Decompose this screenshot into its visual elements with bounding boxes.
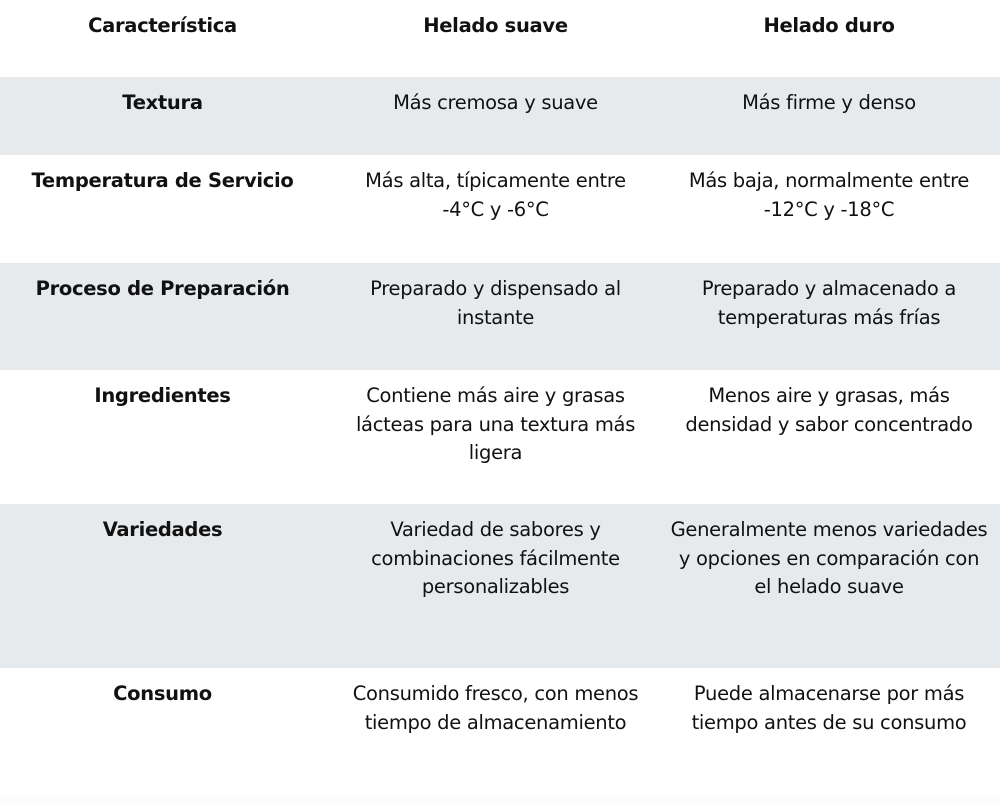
header-characteristic: Característica xyxy=(88,14,237,37)
hard-value: Más baja, normalmente entre -12°C y -18°C xyxy=(688,169,970,221)
hard-value: Puede almacenarse por más tiempo antes de su consumo xyxy=(691,682,967,734)
table-header-row xyxy=(0,0,1000,77)
soft-value: Preparado y dispensado al instante xyxy=(370,277,621,329)
table-row-texture xyxy=(0,77,1000,155)
row-label: Consumo xyxy=(113,682,212,705)
soft-value: Contiene más aire y grasas lácteas para una textura más ligera xyxy=(355,384,636,464)
table-row-temperature xyxy=(0,155,1000,263)
table-row-consumption xyxy=(0,668,1000,795)
row-label: Textura xyxy=(122,91,203,114)
hard-value: Menos aire y grasas, más densidad y sabor concentrado xyxy=(685,384,973,436)
hard-value: Generalmente menos variedades y opciones en comparación con el helado suave xyxy=(670,518,988,598)
soft-value: Variedad de sabores y combinaciones fácilmente personalizables xyxy=(371,518,620,598)
table-row-ingredients xyxy=(0,370,1000,504)
soft-value: Más alta, típicamente entre -4°C y -6°C xyxy=(365,169,626,221)
header-hard-ice-cream: Helado duro xyxy=(763,14,895,37)
row-label: Temperatura de Servicio xyxy=(31,169,294,192)
table-bottom-edge xyxy=(0,795,1000,804)
row-label: Proceso de Preparación xyxy=(35,277,290,300)
soft-value: Más cremosa y suave xyxy=(393,91,598,114)
row-label: Variedades xyxy=(102,518,223,541)
hard-value: Más firme y denso xyxy=(742,91,916,114)
table-row-preparation xyxy=(0,263,1000,370)
hard-value: Preparado y almacenado a temperaturas más frías xyxy=(701,277,957,329)
row-label: Ingredientes xyxy=(94,384,231,407)
header-soft-serve: Helado suave xyxy=(423,14,568,37)
soft-value: Consumido fresco, con menos tiempo de almacenamiento xyxy=(352,682,639,734)
table-row-varieties xyxy=(0,504,1000,668)
